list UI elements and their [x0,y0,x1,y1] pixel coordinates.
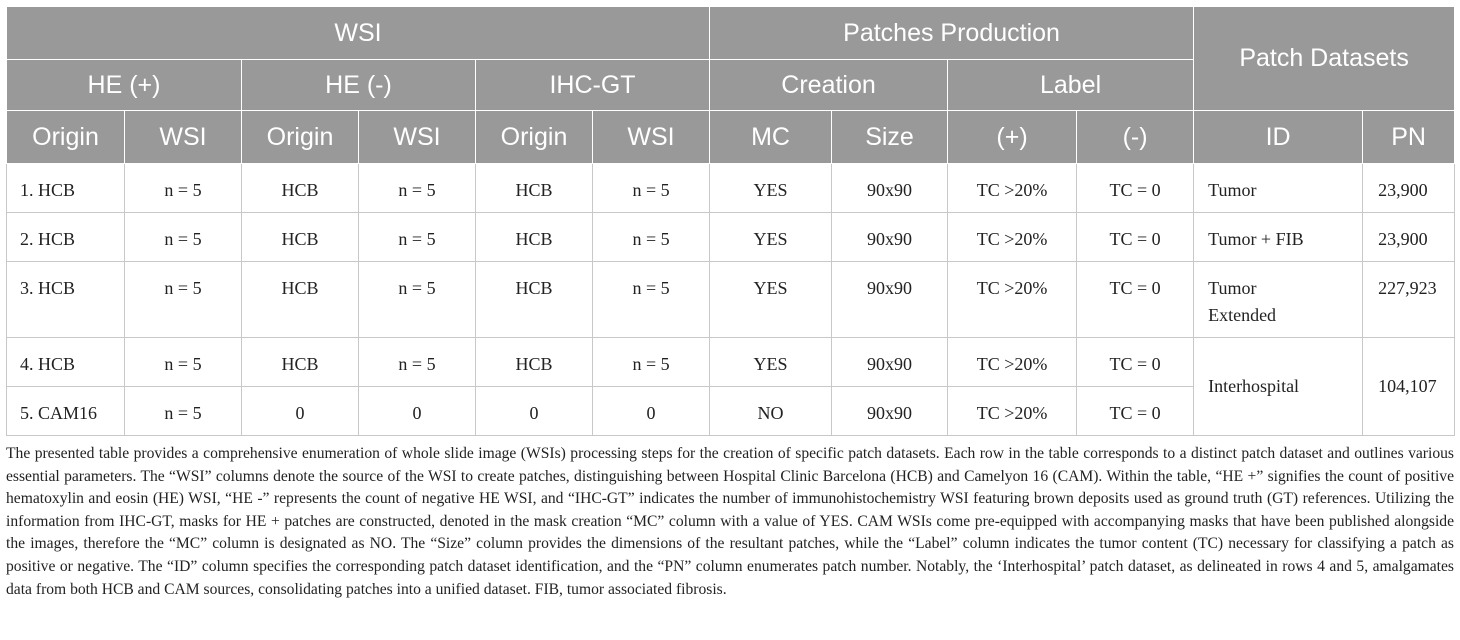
table-row [7,262,1455,338]
cell-label-neg: TC = 0 [1077,387,1194,436]
creation-header: Creation [710,60,948,111]
cell-ihc-origin: HCB [476,213,593,262]
cell-he-origin: HCB [242,338,359,387]
cell-id-line1: Tumor [1208,278,1257,298]
cell-size: 90x90 [832,164,948,213]
cell-label-pos: TC >20% [948,213,1077,262]
cell-label-neg: TC = 0 [1077,213,1194,262]
cell-origin: 4. HCB [7,338,125,387]
col-ihc-wsi: WSI [593,111,710,164]
cell-origin: 5. CAM16 [7,387,125,436]
cell-pn: 23,900 [1363,164,1455,213]
cell-ihc-wsi: n = 5 [593,164,710,213]
cell-he-origin: 0 [242,387,359,436]
table-row [7,164,1455,213]
cell-wsi: n = 5 [125,164,242,213]
cell-ihc-origin: HCB [476,262,593,338]
cell-ihc-origin: HCB [476,338,593,387]
cell-id: Interhospital [1194,338,1363,436]
cell-he-wsi: n = 5 [359,213,476,262]
ihc-gt-header: IHC-GT [476,60,710,111]
cell-mc: YES [710,213,832,262]
cell-label-neg: TC = 0 [1077,338,1194,387]
cell-mc: YES [710,338,832,387]
cell-he-wsi: n = 5 [359,164,476,213]
cell-wsi: n = 5 [125,387,242,436]
cell-label-pos: TC >20% [948,262,1077,338]
col-origin: Origin [7,111,125,164]
cell-id-line2: Extended [1208,305,1277,325]
table-caption: The presented table provides a comprehensive enumeration of whole slide image (WSIs) processing steps for the creation of specific patch datasets. Each row in the table corresponds to a distinct patch dataset and outlines various essential parameters. The “WSI” columns denote the source of the WSI to create patches, distinguishing between Hospital Clinic Barcelona (HCB) and Camelyon 16 (CAM). Within the table, “HE +” signifies the count of positive hematoxylin and eosin (HE) WSI, “HE -” represents the count of negative HE WSI, and “IHC-GT” indicates the number of immunohistochemistry WSI featuring brown deposits used as ground truth (GT) references. Utilizing the information from IHC-GT, masks for HE + patches are constructed, denoted in the mask creation “MC” column with a value of YES. CAM WSIs come pre-equipped with accompanying masks that have been published alongside the images, therefore the “MC” column is designated as NO. The “Size” column provides the dimensions of the resultant patches, while the “Label” column indicates the tumor content (TC) necessary for classifying a patch as positive or negative. The “ID” column specifies the corresponding patch dataset identification, and the “PN” column enumerates patch number. Notably, the ‘Interhospital’ patch dataset, as delineated in rows 4 and 5, amalgamates data from both HCB and CAM sources, consolidating patches into a unified dataset. FIB, tumor associated fibrosis. [6,445,1454,598]
cell-size: 90x90 [832,213,948,262]
cell-mc: YES [710,262,832,338]
cell-he-wsi: 0 [359,387,476,436]
he-pos-header: HE (+) [7,60,242,111]
cell-he-origin: HCB [242,213,359,262]
col-size: Size [832,111,948,164]
he-neg-header: HE (-) [242,60,476,111]
cell-label-pos: TC >20% [948,164,1077,213]
cell-he-wsi: n = 5 [359,338,476,387]
cell-label-pos: TC >20% [948,338,1077,387]
wsi-group-header: WSI [7,7,710,60]
cell-wsi: n = 5 [125,338,242,387]
col-mc: MC [710,111,832,164]
cell-he-origin: HCB [242,262,359,338]
col-he-origin: Origin [242,111,359,164]
cell-ihc-origin: HCB [476,164,593,213]
header-row-3 [7,111,1455,164]
col-ihc-origin: Origin [476,111,593,164]
cell-label-neg: TC = 0 [1077,164,1194,213]
col-label-pos: (+) [948,111,1077,164]
cell-pn: 104,107 [1363,338,1455,436]
patches-production-header: Patches Production [710,7,1194,60]
table-row [7,213,1455,262]
document [6,6,1454,617]
cell-size: 90x90 [832,262,948,338]
patch-datasets-header: Patch Datasets [1194,7,1455,111]
cell-size: 90x90 [832,338,948,387]
cell-mc: YES [710,164,832,213]
cell-wsi: n = 5 [125,262,242,338]
cell-wsi: n = 5 [125,213,242,262]
label-header: Label [948,60,1194,111]
cell-label-pos: TC >20% [948,387,1077,436]
cell-ihc-origin: 0 [476,387,593,436]
col-he-wsi: WSI [359,111,476,164]
col-id: ID [1194,111,1363,164]
cell-ihc-wsi: n = 5 [593,262,710,338]
cell-pn: 23,900 [1363,213,1455,262]
table-row [7,338,1455,387]
patch-datasets-table [6,6,1455,436]
cell-ihc-wsi: n = 5 [593,213,710,262]
cell-ihc-wsi: n = 5 [593,338,710,387]
cell-id: Tumor [1194,164,1363,213]
cell-size: 90x90 [832,387,948,436]
col-pn: PN [1363,111,1455,164]
cell-id: Tumor + FIB [1194,213,1363,262]
cell-pn: 227,923 [1363,262,1455,338]
col-label-neg: (-) [1077,111,1194,164]
cell-he-wsi: n = 5 [359,262,476,338]
header-row-1 [7,7,1455,60]
col-wsi: WSI [125,111,242,164]
cell-mc: NO [710,387,832,436]
cell-label-neg: TC = 0 [1077,262,1194,338]
cell-origin: 3. HCB [7,262,125,338]
cell-he-origin: HCB [242,164,359,213]
cell-origin: 1. HCB [7,164,125,213]
cell-origin: 2. HCB [7,213,125,262]
cell-id [1194,262,1363,338]
cell-ihc-wsi: 0 [593,387,710,436]
